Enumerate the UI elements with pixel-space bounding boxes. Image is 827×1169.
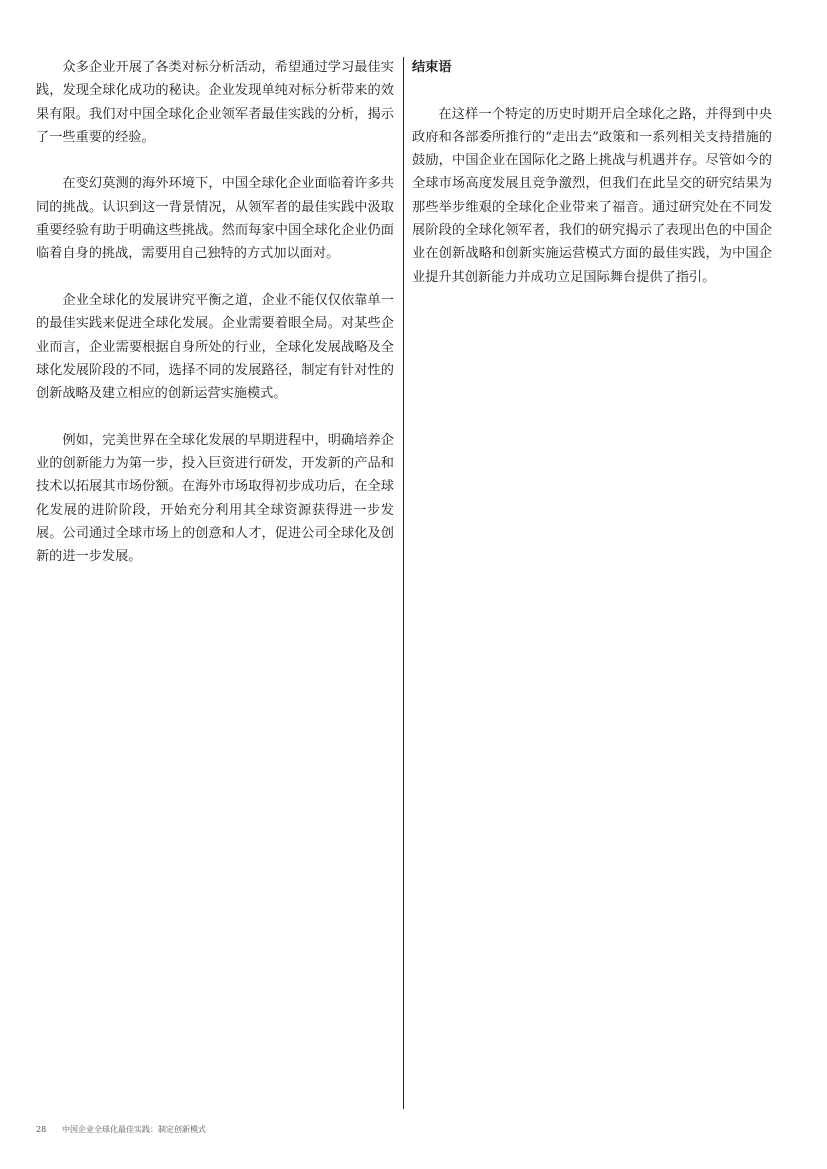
right-column: [412, 56, 772, 312]
page-number: 28: [36, 1125, 47, 1134]
page-footer: [36, 1124, 206, 1136]
body-paragraph: 众多企业开展了各类对标分析活动，希望通过学习最佳实践，发现全球化成功的秘诀。企业发现单纯对标分析带来的效果有限。我们对中国全球化企业领军者最佳实践的分析，揭示了一些重要的经验。: [36, 60, 394, 145]
section-heading: 结束语: [412, 60, 452, 75]
publication-title: 中国企业全球化最佳实践：制定创新模式: [62, 1125, 206, 1134]
body-paragraph: 企业全球化的发展讲究平衡之道，企业不能仅仅依靠单一的最佳实践来促进全球化发展。企业需要着眼全局。对某些企业而言，企业需要根据自身所处的行业，全球化发展战略及全球化发展阶段的不同，选择不同的发展路径，制定有针对性的创新战略及建立相应的创新运营实施模式。: [36, 292, 394, 402]
body-paragraph: 例如，完美世界在全球化发展的早期进程中，明确培养企业的创新能力为第一步，投入巨资进行研发，开发新的产品和技术以拓展其市场份额。在海外市场取得初步成功后，在全球化发展的进阶阶段，开始充分利用其全球资源获得进一步发展。公司通过全球市场上的创意和人才，促进公司全球化及创新的进一步发展。: [36, 432, 394, 565]
column-divider: [403, 57, 404, 1109]
left-column: [36, 56, 394, 592]
body-paragraph: 在变幻莫测的海外环境下，中国全球化企业面临着许多共同的挑战。认识到这一背景情况，从领军者的最佳实践中汲取重要经验有助于明确这些挑战。然而每家中国全球化企业仍面临着自身的挑战，需要用自己独特的方式加以面对。: [36, 176, 394, 262]
body-paragraph: 在这样一个特定的历史时期开启全球化之路，并得到中央政府和各部委所推行的“走出去”政策和一系列相关支持措施的鼓励，中国企业在国际化之路上挑战与机遇并存。尽管如今的全球市场高度发展且竞争激烈，但我们在此呈交的研究结果为那些举步维艰的全球化企业带来了福音。通过研究处在不同发展阶段的全球化领军者，我们的研究揭示了表现出色的中国企业在创新战略和创新实施运营模式方面的最佳实践，为中国企业提升其创新能力并成功立足国际舞台提供了指引。: [412, 106, 772, 285]
